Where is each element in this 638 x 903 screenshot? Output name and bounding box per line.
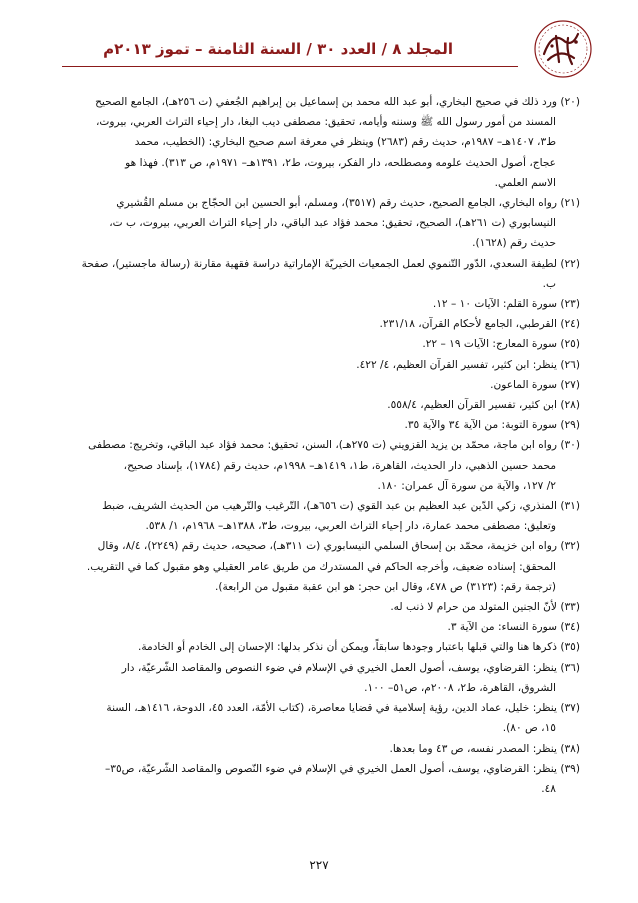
footnote-text-line: ورد ذلك في صحيح البخاري، أبو عبد الله محمد بن إسماعيل بن إبراهيم الجُعفي (ت ٢٥٦هـ)، الجامع الصحيح bbox=[95, 96, 557, 108]
footnote-number: (٢٠) bbox=[560, 96, 580, 108]
footnote-item bbox=[62, 375, 580, 395]
footnote-item bbox=[62, 395, 580, 415]
footnote-number: (٢٣) bbox=[560, 298, 580, 311]
footnote-item bbox=[62, 759, 580, 799]
footnote-text-line: سورة التوبة: من الآية ٣٤ والآية ٣٥. bbox=[404, 419, 557, 432]
footnote-item bbox=[62, 435, 580, 496]
footnote-item bbox=[62, 254, 580, 294]
footnote-number: (٢٦) bbox=[560, 358, 580, 371]
footnote-item bbox=[62, 415, 580, 435]
footnote-text-line: سورة المعارج: الآيات ١٩ – ٢٢. bbox=[422, 338, 557, 351]
footnote-number: (٢٧) bbox=[560, 378, 580, 391]
footnote-text-line: ١٥، ص ٨٠). bbox=[502, 722, 556, 735]
footnote-item bbox=[62, 739, 580, 759]
footnote-text-line: القرطبي، الجامع لأحكام القرآن، ٢٣١/١٨. bbox=[379, 318, 557, 331]
footnote-text-line: ٢/ ١٢٧، والآية من سورة آل عمران: ١٨٠. bbox=[377, 479, 556, 492]
footnote-item bbox=[62, 597, 580, 617]
page-header bbox=[20, 18, 618, 80]
footnote-text-line: سورة النساء: من الآية ٣. bbox=[447, 621, 557, 634]
footnote-number: (٣٨) bbox=[560, 742, 580, 755]
footnote-item bbox=[62, 536, 580, 597]
footnote-text-line: المنذري، زكي الدّين عبد العظيم بن عبد القوي (ت ٦٥٦هـ)، التّرغيب والتّرهيب من الحديث الشريف، ضبط bbox=[102, 500, 557, 513]
footnote-text-line: الشروق، القاهرة، ط٢، ٢٠٠٨م، ص٥١– ١٠٠. bbox=[364, 681, 556, 694]
footnote-number: (٣٩) bbox=[560, 762, 580, 775]
footnote-text-line: ٤٨. bbox=[541, 782, 556, 795]
footnote-text-line: سورة القلم: الآيات ١٠ – ١٢. bbox=[432, 298, 557, 311]
footnote-text-line: (ترجمة رقم: (٣١٢٣) ص ٤٧٨، وقال ابن حجر: هو ابن عقبة مقبول من الرابعة). bbox=[215, 580, 556, 593]
footnote-number: (٣١) bbox=[560, 500, 580, 513]
footnote-text-line: ينظر: القرضاوي، يوسف، أصول العمل الخيري في الإسلام في ضوء النصوص والمقاصد الشّرعيّة، دار bbox=[121, 661, 557, 674]
footnote-item bbox=[62, 193, 580, 254]
footnote-number: (٣٢) bbox=[560, 540, 580, 553]
footnote-text-line: ينظر: المصدر نفسه، ص ٤٣ وما بعدها. bbox=[389, 742, 557, 755]
footnote-text-line: لطيفة السعدي، الدّور التّنموي لعمل الجمعيات الخيريّة الإماراتية دراسة فقهية مقارنة (رسالة ماجستير)، صفحة bbox=[81, 257, 557, 270]
footnote-text-line: ذكرها هنا والتي قبلها باعتبار وجودها سابقاً، ويمكن أن نذكر بدلها: الإحسان إلى الخادم أو الخادمة. bbox=[137, 641, 557, 654]
footnote-text-line: النيسابوري (ت ٢٦١هـ)، الصحيح، تحقيق: محمد فؤاد عبد الباقي، دار إحياء التراث العربي، بيروت، ب ت، bbox=[109, 217, 556, 230]
footnote-item bbox=[62, 355, 580, 375]
footnote-text-line: سورة الماعون. bbox=[490, 378, 557, 391]
footnote-number: (٣٤) bbox=[560, 621, 580, 634]
footnote-text-line: لأنّ الجنين المتولد من حرام لا ذنب له. bbox=[390, 601, 557, 614]
footnote-text-line: ينظر: القرضاوي، يوسف، أصول العمل الخيري في الإسلام في ضوء النّصوص والمقاصد الشّرعيّة، ص٣٥– bbox=[104, 762, 557, 775]
footnote-number: (٢٥) bbox=[560, 338, 580, 351]
footnote-item bbox=[62, 658, 580, 698]
footnote-number: (٢٩) bbox=[560, 419, 580, 432]
footnote-number: (٢١) bbox=[560, 197, 580, 210]
footnote-item bbox=[62, 314, 580, 334]
footnote-text-line: المسند من أمور رسول الله ﷺ وسننه وأيامه، تحقيق: مصطفى ديب البغا، دار إحياء التراث العربي، بيروت، bbox=[95, 116, 556, 129]
page-number: ٢٢٧ bbox=[309, 858, 329, 872]
footnote-text-line: ينظر: خليل، عماد الدين، رؤية إسلامية في قضايا معاصرة، (كتاب الأمّة، العدد ٤٥، الدوحة، ١٤١٦هـ، السنة bbox=[106, 702, 557, 715]
footnote-item bbox=[62, 334, 580, 354]
footnote-item bbox=[62, 496, 580, 536]
footnote-item bbox=[62, 617, 580, 637]
footnote-text-line: المحقق: إسناده ضعيف، وأخرجه الحاكم في المستدرك من طريق عامر العقيلي وهو مقبول كما في التقريب. bbox=[86, 560, 556, 573]
journal-issue-title: المجلد ٨ / العدد ٣٠ / السنة الثامنة – تموز ٢٠١٣م bbox=[103, 40, 453, 58]
footnote-number: (٢٢) bbox=[560, 257, 580, 270]
footnote-item bbox=[62, 294, 580, 314]
footnote-text-line: ابن كثير، تفسير القرآن العظيم، ٥٥٨/٤. bbox=[387, 399, 557, 412]
footnote-text-line: ينظر: ابن كثير، تفسير القرآن العظيم، ٤/ ٤٢٢. bbox=[356, 358, 557, 371]
footnote-number: (٢٤) bbox=[560, 318, 580, 331]
journal-logo-icon bbox=[526, 18, 600, 80]
header-divider bbox=[62, 66, 518, 67]
footnote-text-line: رواه ابن ماجة، محمّد بن يزيد القزويني (ت ٢٧٥هـ)، السنن، تحقيق: محمد فؤاد عبد الباقي، وتخريج: مصطفى bbox=[88, 439, 557, 452]
footnote-text-line: حديث رقم (١٦٢٨). bbox=[472, 237, 556, 250]
footnote-text-line: عجاج، أصول الحديث علومه ومصطلحه، دار الفكر، بيروت، ط٢، ١٣٩١هـ– ١٩٧١م، ص ٣١٣). فهذا هو bbox=[125, 156, 556, 169]
journal-logo bbox=[526, 18, 600, 80]
footnotes-list bbox=[62, 92, 580, 799]
footnote-number: (٣٥) bbox=[560, 641, 580, 654]
footnote-item bbox=[62, 92, 580, 193]
footnote-item bbox=[62, 637, 580, 657]
footnote-text-line: رواه البخاري، الجامع الصحيح، حديث رقم (٣٥١٧)، ومسلم، أبو الحسين ابن الحجّاج بن مسلم القُشيري bbox=[116, 197, 557, 210]
footnote-number: (٣٦) bbox=[560, 661, 580, 674]
footnote-text-line: وتعليق: مصطفى محمد عمارة، دار إحياء التراث العربي، بيروت، ط٣، ١٣٨٨هـ– ١٩٦٨م، ١/ ٥٣٨. bbox=[145, 520, 556, 533]
footnote-text-line: ب. bbox=[542, 277, 556, 290]
footnote-text-line: محمد حسين الذهبي، دار الحديث، القاهرة، ط١، ١٤١٩هـ– ١٩٩٨م، حديث رقم (١٧٨٤)، بإسناد صحيح، bbox=[123, 459, 556, 472]
footnote-item bbox=[62, 698, 580, 738]
footnote-number: (٣٧) bbox=[560, 702, 580, 715]
footnote-text-line: الاسم العلمي. bbox=[494, 176, 556, 189]
footnote-number: (٢٨) bbox=[560, 399, 580, 412]
footnote-text-line: ط٣، ١٤٠٧هـ– ١٩٨٧م، حديث رقم (٢٦٨٣) وينظر في معرفة اسم صحيح البخاري: (الخطيب، محمد bbox=[134, 136, 556, 149]
footnote-number: (٣٠) bbox=[560, 439, 580, 452]
footnote-text-line: رواه ابن خزيمة، محمّد بن إسحاق السلمي النيسابوري (ت ٣١١هـ)، صحيحه، حديث رقم (٢٢٤٩)، ٨/٤، وقال bbox=[97, 540, 557, 553]
footnote-number: (٣٣) bbox=[560, 601, 580, 614]
